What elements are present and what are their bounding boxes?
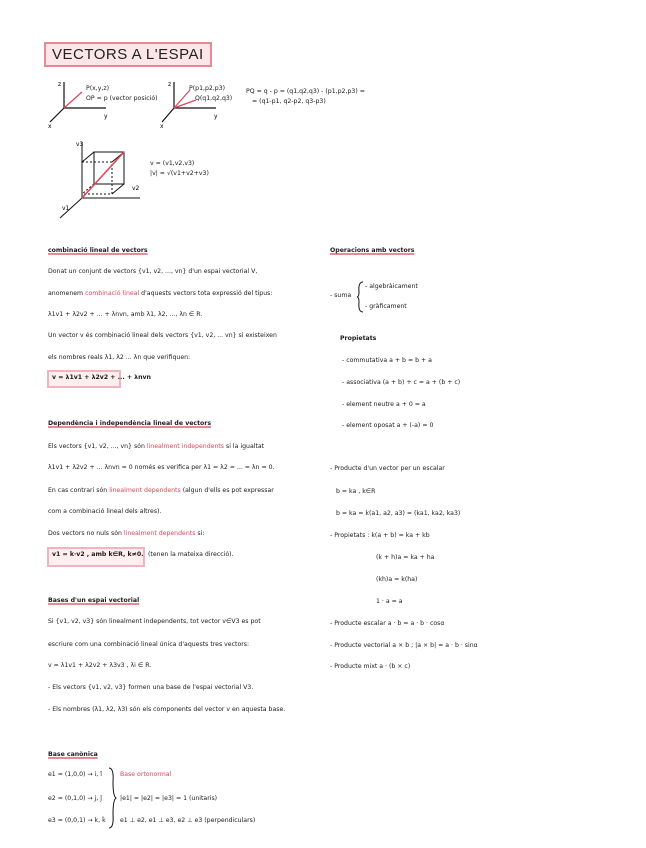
svg-text:v1: v1 [62, 205, 70, 212]
canon-unitaris: |e1| = |e2| = |e3| = 1 (unitaris) [120, 795, 218, 802]
canon-e2: e2 = (0,1,0) → j, ĵ [48, 795, 102, 802]
dep-line-5: Dos vectors no nuls són linealment dependents si: [48, 530, 205, 537]
section-title-canonica: Base canònica [48, 751, 98, 758]
prop-oposat: - element oposat a + (-a) = 0 [342, 422, 434, 429]
svg-text:x: x [160, 123, 164, 130]
prod-props-4: 1 · a = a [376, 598, 403, 605]
comb-line-4: Un vector v és combinació lineal dels vectors {v1, v2, ... vn} si existeixen [48, 332, 277, 339]
comb-line-5: els nombres reals λ1, λ2 ... λn que verifiquen: [48, 354, 191, 361]
dep-formula: v1 = k·v2 , amb k∈R, k≠0. [52, 551, 144, 558]
section-title-combinacio: combinació lineal de vectors [48, 247, 148, 254]
comb-line-2: anomenem combinació lineal d'aquests vectors tota expressió del tipus: [48, 290, 273, 297]
prop-neutre: - element neutre a + 0 = a [342, 401, 426, 408]
comb-line-1: Donat un conjunt de vectors {v1, v2, ..., vn} d'un espai vectorial V, [48, 268, 258, 275]
svg-text:v3: v3 [76, 141, 84, 148]
dep-line-1: Els vectors {v1, v2, ..., vn} són linealment independents si la igualtat [48, 443, 265, 450]
svg-text:z: z [58, 81, 62, 88]
dep-note: (tenen la mateixa direcció). [148, 551, 234, 558]
props-title: Propietats [340, 335, 377, 342]
suma-grafic: - gràficament [365, 303, 407, 310]
section-title-bases: Bases d'un espai vectorial [48, 597, 140, 604]
prod-vectorial: - Producte vectorial a × b ; |a × b| = a · b · sinα [330, 642, 478, 649]
comb-line-3: λ1v1 + λ2v2 + ... + λnvn, amb λ1, λ2, ..., λn ∈ R. [48, 311, 203, 318]
dep-line-3: En cas contrari són linealment dependents (algun d'ells es pot expressar [48, 487, 274, 494]
comb-formula: v = λ1v1 + λ2v2 + ... + λnvn [52, 374, 151, 381]
section-title-operacions: Operacions amb vectors [330, 247, 415, 254]
brace-icon [108, 768, 116, 828]
suma-algebraic: - algebràicament [365, 283, 418, 290]
prod-escalar: - Producte escalar a · b = a · b · cosα [330, 620, 445, 627]
section-title-dependencia: Dependència i independència lineal de vectors [48, 420, 212, 427]
prod-line-1: b = ka , k∈R [336, 488, 376, 495]
prod-props-2: (k + h)a = ka + ha [376, 554, 435, 561]
base-line-1: Si {v1, v2, v3} són linealment independents, tot vector v∈V3 es pot [48, 618, 261, 625]
pq-formula-line1: PQ = q - p = (q1,q2,q3) - (p1,p2,p3) = [246, 88, 365, 95]
prod-mixt: - Producte mixt a · (b × c) [330, 663, 411, 670]
svg-text:z: z [168, 81, 172, 88]
pq-formula-line2: = (q1-p1, q2-p2, q3-p3) [252, 98, 326, 105]
canon-perpendiculars: e1 ⊥ e2, e1 ⊥ e3, e2 ⊥ e3 (perpendiculars) [120, 817, 256, 824]
position-vector-label: OP = p (vector posició) [86, 95, 158, 102]
base-line-3: v = λ1v1 + λ2v2 + λ3v3 , λi ∈ R. [48, 662, 152, 669]
vector-modulus: |v| = √(v1+v2+v3) [150, 170, 209, 177]
canon-orthonormal: Base ortonormal [120, 771, 172, 778]
prod-line-2: b = ka = k(a1, a2, a3) = (ka1, ka2, ka3) [336, 510, 461, 517]
svg-text:x: x [48, 123, 52, 130]
prop-associativa: - associativa (a + b) + c = a + (b + c) [342, 379, 461, 386]
dep-line-2: λ1v1 + λ2v2 + ... λnvn = 0 només es verifica per λ1 = λ2 = ... = λn = 0. [48, 464, 275, 471]
prod-escalar-title: - Producte d'un vector per un escalar [330, 465, 445, 472]
svg-text:v2: v2 [132, 185, 140, 192]
point-q-coords: Q(q1,q2,q3) [195, 95, 233, 102]
vector-components: v = (v1,v2,v3) [150, 160, 195, 167]
base-line-2: escriure com una combinació lineal única d'aquests tres vectors: [48, 641, 250, 648]
svg-text:y: y [214, 113, 218, 120]
point-p-label: P(x,y,z) [86, 85, 110, 92]
suma-label: - suma [330, 292, 352, 299]
dep-line-4: com a combinació lineal dels altres). [48, 508, 162, 515]
svg-text:y: y [104, 113, 108, 120]
suma-brace-icon [357, 282, 363, 312]
base-line-4: - Els vectors {v1, v2, v3} formen una base de l'espai vectorial V3. [48, 684, 254, 691]
page-title: VECTORS A L'ESPAI [44, 42, 212, 67]
base-line-5: - Els nombres (λ1, λ2, λ3) són els components del vector v en aquesta base. [48, 706, 286, 713]
point-p-coords: P(p1,p2,p3) [189, 85, 226, 92]
prod-props-3: (kh)a = k(ha) [376, 576, 418, 583]
prop-commutativa: - commutativa a + b = b + a [342, 357, 432, 364]
canon-e1: e1 = (1,0,0) → i, î [48, 771, 102, 778]
cube-figure [52, 138, 142, 218]
canon-e3: e3 = (0,0,1) → k, k̂ [48, 817, 106, 824]
prod-props-1: - Propietats : k(a + b) = ka + kb [330, 532, 430, 539]
